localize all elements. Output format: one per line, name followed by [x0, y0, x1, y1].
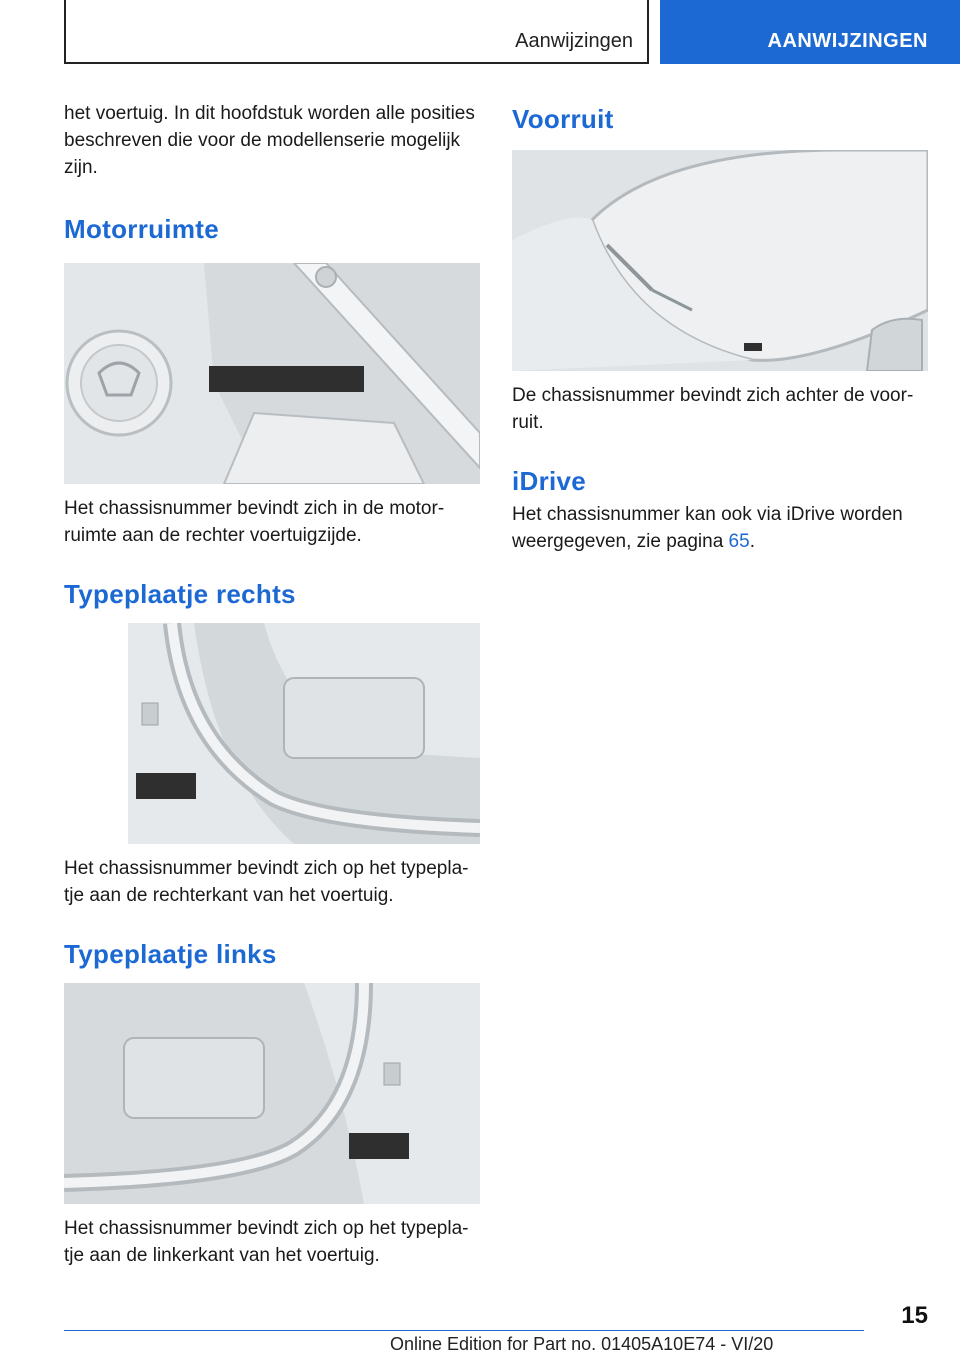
header-chapter-tab	[660, 0, 960, 64]
left-column	[64, 100, 480, 1269]
caption-voorruit: De chassisnummer bevindt zich achter de voorruit.	[512, 385, 914, 433]
section-title-idrive: iDrive	[512, 466, 587, 496]
engine-bay-illustration	[64, 263, 480, 484]
header-section-label: Aanwijzingen	[515, 30, 633, 52]
windshield-illustration	[512, 150, 928, 371]
section-title-voorruit: Voorruit	[512, 104, 614, 134]
caption-typeplaatje-rechts: Het chassisnummer bevindt zich op het typeplatje aan de rechterkant van het voertuig.	[64, 858, 469, 906]
footer-divider	[64, 1330, 864, 1331]
page-number: 15	[901, 1302, 928, 1329]
header-chapter-label: AANWIJZINGEN	[767, 30, 928, 52]
idrive-paragraph	[512, 501, 928, 555]
door-sill-right-illustration	[64, 623, 480, 844]
idrive-text-end: .	[749, 531, 755, 552]
intro-paragraph: het voertuig. In dit hoofdstuk worden alle posities beschreven die voor de modellenserie mogelijk zijn.	[64, 103, 475, 178]
door-sill-left-illustration	[64, 983, 480, 1204]
caption-motorruimte: Het chassisnummer bevindt zich in de motorruimte aan de rechter voertuigzijde.	[64, 498, 445, 546]
footer-edition-text: Online Edition for Part no. 01405A10E74 - VI/20	[390, 1334, 774, 1354]
section-title-typeplaatje-rechts: Typeplaatje rechts	[64, 579, 296, 609]
section-title-typeplaatje-links: Typeplaatje links	[64, 939, 277, 969]
page-link-65[interactable]: 65	[728, 531, 750, 552]
idrive-text: Het chassisnummer kan ook via iDrive worden weergegeven, zie pagina	[512, 504, 903, 552]
header-section-tab	[64, 0, 649, 64]
caption-typeplaatje-links: Het chassisnummer bevindt zich op het typeplatje aan de linkerkant van het voertuig.	[64, 1218, 469, 1266]
right-column	[512, 104, 928, 555]
section-title-motorruimte: Motorruimte	[64, 214, 219, 244]
